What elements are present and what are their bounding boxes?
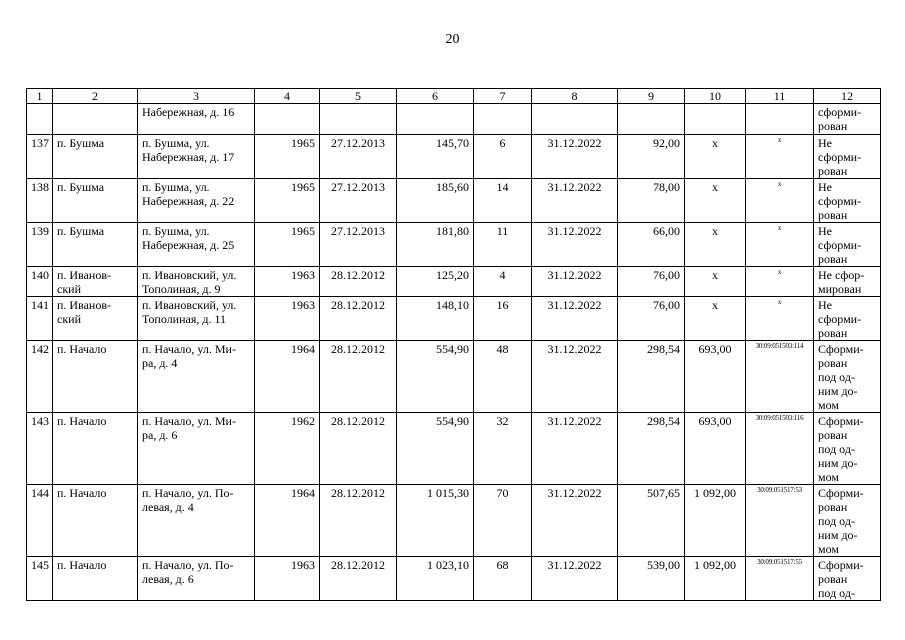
cell-area-text: 145,70 (436, 136, 469, 150)
cell-status-text: Сформи- рован под од- (818, 558, 864, 600)
cell-address-text: п. Ивановский, ул. Тополиная, д. 9 (142, 268, 237, 296)
cell-deadline-text: 31.12.2022 (547, 268, 602, 282)
cell-date-text: 28.12.2012 (331, 558, 385, 572)
cell-date (320, 557, 397, 601)
cell-status-text: Сформи- рован под од- ним до- мом (818, 342, 864, 412)
cell-date (320, 223, 397, 267)
cell-deadline-text: 31.12.2022 (547, 558, 602, 572)
cell-cadastral (746, 223, 814, 267)
cell-status-text: Не сформи- рован (818, 180, 862, 222)
cell-number (27, 341, 53, 413)
cell-area (397, 413, 474, 485)
column-header-1: 1 (27, 89, 53, 104)
cell-col10-text: х (712, 180, 718, 194)
cell-number-text: 138 (31, 180, 49, 194)
cell-cadastral-text: х (777, 268, 782, 276)
cell-number-text: 137 (31, 136, 49, 150)
cell-date-text: 28.12.2012 (331, 268, 385, 282)
cell-date-text: 28.12.2012 (331, 486, 385, 500)
cell-residents (474, 179, 532, 223)
cell-cost (618, 341, 685, 413)
cell-residents-text: 70 (496, 486, 509, 500)
cell-status (814, 267, 881, 297)
cell-cadastral-text: х (777, 298, 782, 306)
cell-col10 (685, 179, 746, 223)
table-row (27, 413, 881, 485)
cell-area (397, 267, 474, 297)
cell-address-text: Набережная, д. 16 (142, 105, 235, 119)
cell-settlement-text: п. Начало (57, 558, 107, 572)
cell-residents-text: 4 (499, 268, 506, 282)
cell-date-text: 28.12.2012 (331, 298, 385, 312)
cell-address (138, 179, 255, 223)
cell-cost-text: 92,00 (653, 136, 680, 150)
cell-cost-text: 66,00 (653, 224, 680, 238)
cell-number-text: 145 (31, 558, 49, 572)
cell-deadline-text: 31.12.2022 (547, 136, 602, 150)
cell-cost (618, 135, 685, 179)
cell-settlement (53, 413, 138, 485)
cell-date (320, 485, 397, 557)
cell-settlement-text: п. Бушма (57, 180, 105, 194)
cell-cost (618, 267, 685, 297)
cell-area (397, 341, 474, 413)
cell-col10-text: х (712, 136, 718, 150)
cell-settlement (53, 179, 138, 223)
cell-area-text: 185,60 (436, 180, 469, 194)
register-table (26, 88, 881, 601)
cell-status (814, 557, 881, 601)
cell-deadline-text: 31.12.2022 (547, 342, 602, 356)
cell-area-text: 125,20 (436, 268, 469, 282)
cell-date-text: 27.12.2013 (331, 224, 385, 238)
cell-col10-text: 1 092,00 (694, 558, 736, 572)
cell-deadline (532, 135, 618, 179)
cell-deadline-text: 31.12.2022 (547, 414, 602, 428)
cell-cost (618, 485, 685, 557)
cell-year (255, 413, 320, 485)
cell-year (255, 341, 320, 413)
cell-residents (474, 341, 532, 413)
cell-col10 (685, 223, 746, 267)
cell-number-text: 140 (31, 268, 49, 282)
header-row (27, 89, 881, 104)
cell-cadastral (746, 297, 814, 341)
cell-residents-text: 11 (496, 224, 509, 238)
cell-year (255, 267, 320, 297)
cell-number-text: 139 (31, 224, 49, 238)
cell-deadline (532, 179, 618, 223)
cell-number (27, 485, 53, 557)
cell-year (255, 179, 320, 223)
cell-cadastral (746, 267, 814, 297)
column-header-11: 11 (746, 89, 814, 104)
cell-date (320, 179, 397, 223)
cell-residents-text: 14 (496, 180, 509, 194)
cell-col10-text: 1 092,00 (694, 486, 736, 500)
cell-address (138, 413, 255, 485)
cell-cadastral (746, 485, 814, 557)
cell-status-text: сформи- рован (818, 105, 862, 133)
cell-deadline (532, 297, 618, 341)
cell-deadline (532, 341, 618, 413)
table-body (27, 104, 881, 601)
column-header-12: 12 (814, 89, 881, 104)
cell-status-text: Не сформи- рован (818, 298, 862, 340)
cell-settlement (53, 557, 138, 601)
cell-col10 (685, 485, 746, 557)
cell-status (814, 413, 881, 485)
cell-number (27, 557, 53, 601)
cell-year-text: 1965 (291, 224, 315, 238)
cell-year (255, 104, 320, 135)
cell-cadastral-text: 30:09:051517:53 (757, 486, 802, 494)
cell-cadastral-text: 30:09:051503:116 (755, 414, 804, 422)
cell-area (397, 297, 474, 341)
cell-residents-text: 16 (496, 298, 509, 312)
cell-address (138, 104, 255, 135)
cell-area-text: 1 023,10 (427, 558, 469, 572)
cell-settlement (53, 341, 138, 413)
cell-residents (474, 413, 532, 485)
cell-settlement-text: п. Начало (57, 486, 107, 500)
cell-settlement (53, 485, 138, 557)
cell-cost-text: 76,00 (653, 268, 680, 282)
column-header-9: 9 (618, 89, 685, 104)
cell-status (814, 104, 881, 135)
cell-area-text: 554,90 (436, 342, 469, 356)
cell-deadline-text: 31.12.2022 (547, 298, 602, 312)
table-row (27, 179, 881, 223)
cell-year (255, 223, 320, 267)
cell-status (814, 223, 881, 267)
cell-status-text: Сформи- рован под од- ним до- мом (818, 414, 864, 484)
cell-cadastral (746, 557, 814, 601)
cell-status-text: Сформи- рован под од- ним до- мом (818, 486, 864, 556)
cell-residents (474, 297, 532, 341)
cell-year-text: 1963 (291, 558, 315, 572)
cell-col10 (685, 413, 746, 485)
cell-deadline (532, 267, 618, 297)
cell-col10-text: х (712, 224, 718, 238)
cell-deadline-text: 31.12.2022 (547, 224, 602, 238)
cell-number (27, 297, 53, 341)
cell-settlement (53, 135, 138, 179)
table-row (27, 297, 881, 341)
cell-settlement-text: п. Бушма (57, 136, 105, 150)
cell-year-text: 1963 (291, 268, 315, 282)
cell-cadastral (746, 413, 814, 485)
cell-date (320, 267, 397, 297)
cell-year-text: 1962 (291, 414, 315, 428)
cell-year (255, 135, 320, 179)
cell-status-text: Не сформи- рован (818, 224, 862, 266)
column-header-4: 4 (255, 89, 320, 104)
cell-date (320, 135, 397, 179)
cell-year (255, 297, 320, 341)
cell-area-text: 148,10 (436, 298, 469, 312)
cell-cost (618, 413, 685, 485)
cell-deadline (532, 104, 618, 135)
cell-residents (474, 104, 532, 135)
cell-col10 (685, 341, 746, 413)
cell-number (27, 267, 53, 297)
cell-area-text: 181,80 (436, 224, 469, 238)
cell-number (27, 179, 53, 223)
cell-date (320, 297, 397, 341)
cell-status (814, 485, 881, 557)
cell-residents-text: 68 (496, 558, 509, 572)
cell-cost-text: 298,54 (647, 342, 680, 356)
cell-deadline (532, 413, 618, 485)
cell-number-text: 141 (31, 298, 49, 312)
cell-address-text: п. Начало, ул. Ми- ра, д. 4 (142, 342, 236, 370)
column-header-7: 7 (474, 89, 532, 104)
cell-cost (618, 179, 685, 223)
cell-address (138, 485, 255, 557)
cell-settlement-text: п. Начало (57, 414, 107, 428)
cell-area-text: 1 015,30 (427, 486, 469, 500)
cell-area-text: 554,90 (436, 414, 469, 428)
cell-residents-text: 48 (496, 342, 509, 356)
table-row (27, 341, 881, 413)
cell-cost (618, 104, 685, 135)
cell-col10 (685, 104, 746, 135)
column-header-6: 6 (397, 89, 474, 104)
cell-residents (474, 135, 532, 179)
column-header-2: 2 (53, 89, 138, 104)
table-row (27, 267, 881, 297)
cell-cadastral (746, 179, 814, 223)
cell-address-text: п. Начало, ул. Ми- ра, д. 6 (142, 414, 236, 442)
cell-residents-text: 32 (496, 414, 509, 428)
cell-area (397, 485, 474, 557)
cell-col10 (685, 557, 746, 601)
table-row (27, 557, 881, 601)
page-number: 20 (445, 32, 460, 47)
cell-address (138, 557, 255, 601)
cell-year-text: 1964 (291, 486, 315, 500)
cell-number (27, 135, 53, 179)
table-row (27, 104, 881, 135)
cell-residents (474, 223, 532, 267)
cell-col10-text: 693,00 (698, 414, 732, 428)
cell-date-text: 28.12.2012 (331, 414, 385, 428)
cell-cadastral-text: 30:09:051503:114 (755, 342, 804, 350)
cell-cadastral-text: х (777, 180, 782, 188)
cell-area (397, 223, 474, 267)
cell-date-text: 27.12.2013 (331, 136, 385, 150)
cell-residents (474, 485, 532, 557)
cell-date (320, 341, 397, 413)
cell-year-text: 1964 (291, 342, 315, 356)
cell-area (397, 104, 474, 135)
cell-area (397, 557, 474, 601)
cell-settlement-text: п. Начало (57, 342, 107, 356)
cell-settlement (53, 267, 138, 297)
cell-residents (474, 557, 532, 601)
column-header-3: 3 (138, 89, 255, 104)
cell-address (138, 341, 255, 413)
cell-residents (474, 267, 532, 297)
cell-number (27, 413, 53, 485)
cell-year-text: 1963 (291, 298, 315, 312)
cell-settlement (53, 223, 138, 267)
cell-status-text: Не сфор- мирован (818, 268, 865, 296)
cell-settlement-text: п. Иванов- ский (57, 268, 112, 296)
cell-status (814, 341, 881, 413)
cell-deadline (532, 485, 618, 557)
cell-settlement (53, 104, 138, 135)
cell-number-text: 142 (31, 342, 49, 356)
cell-address-text: п. Начало, ул. По- левая, д. 4 (142, 486, 234, 514)
cell-deadline (532, 223, 618, 267)
cell-status (814, 297, 881, 341)
table-row (27, 485, 881, 557)
cell-cost-text: 539,00 (647, 558, 680, 572)
cell-cost-text: 78,00 (653, 180, 680, 194)
cell-cost-text: 298,54 (647, 414, 680, 428)
cell-date-text: 28.12.2012 (331, 342, 385, 356)
cell-settlement (53, 297, 138, 341)
cell-cost (618, 297, 685, 341)
cell-col10-text: 693,00 (698, 342, 732, 356)
cell-address (138, 267, 255, 297)
cell-year-text: 1965 (291, 180, 315, 194)
cell-number-text: 144 (31, 486, 49, 500)
cell-cost-text: 507,65 (647, 486, 680, 500)
table-row (27, 223, 881, 267)
cell-col10 (685, 297, 746, 341)
cell-address (138, 135, 255, 179)
cell-address (138, 223, 255, 267)
cell-cost (618, 557, 685, 601)
cell-cadastral (746, 341, 814, 413)
cell-address-text: п. Начало, ул. По- левая, д. 6 (142, 558, 234, 586)
cell-address-text: п. Бушма, ул. Набережная, д. 22 (142, 180, 235, 208)
cell-status (814, 135, 881, 179)
cell-col10 (685, 135, 746, 179)
table-row (27, 135, 881, 179)
cell-cadastral (746, 104, 814, 135)
cell-number (27, 223, 53, 267)
cell-cadastral (746, 135, 814, 179)
cell-cadastral-text: 30:09:051517:55 (757, 558, 802, 566)
cell-date (320, 104, 397, 135)
cell-year-text: 1965 (291, 136, 315, 150)
cell-date-text: 27.12.2013 (331, 180, 385, 194)
cell-deadline-text: 31.12.2022 (547, 180, 602, 194)
cell-date (320, 413, 397, 485)
cell-number-text: 143 (31, 414, 49, 428)
cell-number (27, 104, 53, 135)
column-header-5: 5 (320, 89, 397, 104)
cell-address (138, 297, 255, 341)
cell-col10-text: х (712, 298, 718, 312)
column-header-10: 10 (685, 89, 746, 104)
cell-settlement-text: п. Бушма (57, 224, 105, 238)
cell-col10-text: х (712, 268, 718, 282)
cell-status-text: Не сформи- рован (818, 136, 862, 178)
cell-deadline (532, 557, 618, 601)
cell-address-text: п. Бушма, ул. Набережная, д. 17 (142, 136, 235, 164)
cell-settlement-text: п. Иванов- ский (57, 298, 112, 326)
cell-deadline-text: 31.12.2022 (547, 486, 602, 500)
cell-address-text: п. Бушма, ул. Набережная, д. 25 (142, 224, 235, 252)
cell-cost-text: 76,00 (653, 298, 680, 312)
cell-area (397, 135, 474, 179)
cell-residents-text: 6 (499, 136, 506, 150)
cell-area (397, 179, 474, 223)
cell-cost (618, 223, 685, 267)
cell-cadastral-text: х (777, 224, 782, 232)
cell-year (255, 485, 320, 557)
column-header-8: 8 (532, 89, 618, 104)
cell-address-text: п. Ивановский, ул. Тополиная, д. 11 (142, 298, 237, 326)
cell-status (814, 179, 881, 223)
cell-cadastral-text: х (777, 136, 782, 144)
cell-year (255, 557, 320, 601)
cell-col10 (685, 267, 746, 297)
